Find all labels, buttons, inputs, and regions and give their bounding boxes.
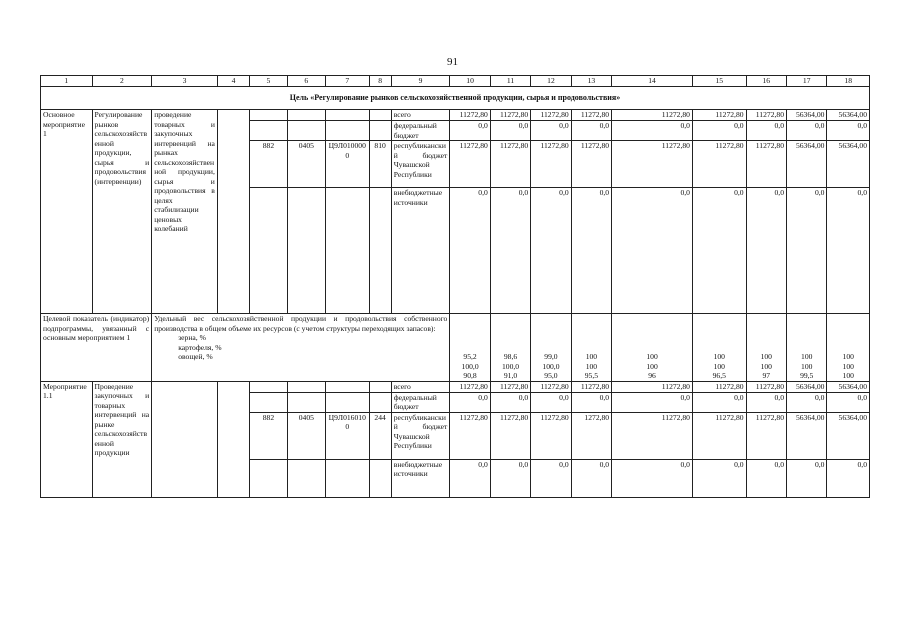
block1-value: 0,0	[746, 121, 786, 141]
indicator-value: 100,0	[461, 361, 479, 371]
block2-vr	[369, 392, 391, 412]
indicator-value-col	[571, 314, 611, 382]
block2-value: 0,0	[571, 392, 611, 412]
block1-csr	[326, 188, 369, 314]
block1-value: 11272,80	[531, 110, 571, 121]
block2-csr: Ц9Л0160100	[326, 412, 369, 459]
block2-grbs	[250, 392, 287, 412]
block1-vr	[369, 188, 391, 314]
block1-grbs	[250, 121, 287, 141]
block1-vr	[369, 121, 391, 141]
block1-value: 56364,00	[787, 141, 827, 188]
block1-event-title: Регулирование рынков сельскохозяйственной продукции, сырья и продовольствия (интервенции)	[92, 110, 152, 314]
indicator-value-col	[787, 314, 827, 382]
column-number-13: 13	[571, 76, 611, 87]
block1-value: 0,0	[827, 121, 870, 141]
block2-grbs	[250, 459, 287, 497]
block2-value: 11272,80	[531, 412, 571, 459]
column-number-7: 7	[326, 76, 369, 87]
block2-value: 11272,80	[450, 412, 490, 459]
indicator-value: 95,2	[463, 352, 477, 361]
block2-value: 11272,80	[612, 412, 693, 459]
block1-grbs	[250, 110, 287, 121]
block1-value: 11272,80	[490, 110, 530, 121]
block2-value: 11272,80	[571, 381, 611, 392]
indicator-text: Удельный вес сельскохозяйственной продукции и продовольствия собственного производства в общем объеме их ресурсов (с учетом структуры переходящих запасов):	[154, 314, 448, 333]
indicator-value: 100	[760, 361, 772, 371]
block1-value: 0,0	[692, 188, 746, 314]
block2-value: 11272,80	[746, 381, 786, 392]
block2-funding-source: внебюджетные источники	[391, 459, 450, 497]
block1-funding-source: республиканский бюджет Чувашской Республики	[391, 141, 450, 188]
block1-rz	[287, 188, 325, 314]
block2-value: 0,0	[490, 392, 530, 412]
block1-value: 0,0	[490, 188, 530, 314]
column-number-6: 6	[287, 76, 325, 87]
column-number-18: 18	[827, 76, 870, 87]
block2-value: 11272,80	[490, 381, 530, 392]
block2-value: 1272,80	[571, 412, 611, 459]
block2-value: 11272,80	[531, 381, 571, 392]
indicator-item-name: картофеля, %	[178, 342, 222, 352]
indicator-value: 96,5	[712, 371, 726, 380]
block1-event-name: Основное мероприятие 1	[41, 110, 93, 314]
page-number: 91	[447, 56, 458, 68]
column-number-10: 10	[450, 76, 490, 87]
block2-row	[41, 381, 870, 392]
block2-value: 0,0	[612, 459, 693, 497]
indicator-value: 96	[648, 371, 656, 380]
block2-vr: 244	[369, 412, 391, 459]
block1-vr: 810	[369, 141, 391, 188]
block2-csr	[326, 392, 369, 412]
column-number-11: 11	[490, 76, 530, 87]
block2-value: 0,0	[450, 459, 490, 497]
block2-grbs: 882	[250, 412, 287, 459]
indicator-value: 99,5	[800, 371, 814, 380]
indicator-label: Целевой показатель (индикатор) подпрограммы, увязанный с основным мероприятием 1	[41, 314, 152, 382]
block2-funding-source: федеральный бюджет	[391, 392, 450, 412]
indicator-value: 100	[646, 352, 658, 361]
block2-rz: 0405	[287, 412, 325, 459]
block2-value: 0,0	[746, 392, 786, 412]
block1-value: 11272,80	[450, 141, 490, 188]
block1-value: 11272,80	[612, 110, 693, 121]
block1-value: 56364,00	[827, 110, 870, 121]
block2-value: 56364,00	[827, 412, 870, 459]
block1-rz	[287, 121, 325, 141]
block1-funding-source: федеральный бюджет	[391, 121, 450, 141]
block1-value: 0,0	[450, 188, 490, 314]
indicator-value: 100	[842, 371, 854, 380]
block1-event-description: проведение товарных и закупочных интервенций на рынках сельскохозяйственной продукции, сырья и продовольствия в целях стабилизации ценовых колебаний	[152, 110, 218, 314]
block1-csr	[326, 121, 369, 141]
block2-funding-source: республиканский бюджет Чувашской Республики	[391, 412, 450, 459]
block2-value: 56364,00	[787, 412, 827, 459]
block1-value: 11272,80	[490, 141, 530, 188]
indicator-value: 100	[646, 361, 658, 371]
block1-funding-source: всего	[391, 110, 450, 121]
indicator-value: 100	[713, 352, 725, 361]
block1-csr	[326, 110, 369, 121]
column-number-3: 3	[152, 76, 218, 87]
block1-value: 0,0	[490, 121, 530, 141]
indicator-value: 100,0	[542, 361, 560, 371]
block1-value: 0,0	[746, 188, 786, 314]
indicator-value: 91,0	[503, 371, 518, 380]
block1-value: 0,0	[612, 121, 693, 141]
block1-rz: 0405	[287, 141, 325, 188]
indicator-value-col	[746, 314, 786, 382]
column-number-row	[41, 76, 870, 87]
block1-rz	[287, 110, 325, 121]
block1-value: 0,0	[787, 121, 827, 141]
indicator-value: 100	[585, 352, 598, 361]
block1-value: 0,0	[450, 121, 490, 141]
block2-rz	[287, 392, 325, 412]
indicator-value: 90,8	[463, 371, 477, 380]
block2-rz	[287, 459, 325, 497]
block1-value: 11272,80	[531, 141, 571, 188]
block1-value: 0,0	[692, 121, 746, 141]
indicator-row	[41, 314, 870, 382]
block2-value: 0,0	[827, 392, 870, 412]
block1-value: 56364,00	[787, 110, 827, 121]
block1-vr	[369, 110, 391, 121]
block2-value: 0,0	[746, 459, 786, 497]
indicator-value: 100,0	[501, 361, 520, 371]
block1-value: 0,0	[787, 188, 827, 314]
block1-value: 11272,80	[571, 110, 611, 121]
indicator-value-col	[827, 314, 870, 382]
indicator-value: 100	[760, 352, 772, 361]
indicator-value: 100	[801, 361, 813, 371]
column-number-8: 8	[369, 76, 391, 87]
column-number-4: 4	[217, 76, 249, 87]
column-number-9: 9	[391, 76, 450, 87]
column-number-14: 14	[612, 76, 693, 87]
block1-grbs: 882	[250, 141, 287, 188]
indicator-value-col	[450, 314, 490, 382]
block2-value: 0,0	[787, 392, 827, 412]
indicator-value: 99,0	[544, 352, 558, 361]
block1-value: 56364,00	[827, 141, 870, 188]
block2-csr	[326, 381, 369, 392]
block1-value: 0,0	[612, 188, 693, 314]
indicator-value-col	[612, 314, 693, 382]
block1-executor	[217, 110, 249, 314]
block2-value: 0,0	[490, 459, 530, 497]
block1-value: 11272,80	[450, 110, 490, 121]
indicator-value: 100	[801, 352, 813, 361]
block2-event-name: Мероприятие 1.1	[41, 381, 93, 497]
block1-value: 0,0	[827, 188, 870, 314]
block2-value: 0,0	[692, 459, 746, 497]
goal-title: Цель «Регулирование рынков сельскохозяйственной продукции, сырья и продовольствия»	[41, 87, 870, 110]
indicator-value: 95,5	[584, 371, 599, 380]
column-number-16: 16	[746, 76, 786, 87]
block2-vr	[369, 381, 391, 392]
block1-csr: Ц9Л0100000	[326, 141, 369, 188]
block2-event-description	[152, 381, 218, 497]
block2-value: 56364,00	[787, 381, 827, 392]
block2-csr	[326, 459, 369, 497]
block2-value: 0,0	[612, 392, 693, 412]
indicator-value: 97	[762, 371, 771, 380]
goal-title-row	[41, 87, 870, 110]
column-number-17: 17	[787, 76, 827, 87]
column-number-5: 5	[250, 76, 287, 87]
column-number-1: 1	[41, 76, 93, 87]
block2-value: 0,0	[450, 392, 490, 412]
column-number-2: 2	[92, 76, 152, 87]
block2-value: 11272,80	[490, 412, 530, 459]
indicator-value: 98,6	[503, 352, 518, 361]
indicator-description	[152, 314, 450, 382]
block2-value: 0,0	[531, 392, 571, 412]
block2-value: 0,0	[571, 459, 611, 497]
indicator-value-col	[692, 314, 746, 382]
block1-value: 11272,80	[746, 110, 786, 121]
block2-value: 11272,80	[612, 381, 693, 392]
block2-value: 11272,80	[746, 412, 786, 459]
block1-value: 0,0	[531, 188, 571, 314]
block1-funding-source: внебюджетные источники	[391, 188, 450, 314]
indicator-value: 100	[842, 352, 854, 361]
block2-executor	[217, 381, 249, 497]
block2-vr	[369, 459, 391, 497]
block1-row	[41, 110, 870, 121]
indicator-value-col	[490, 314, 530, 382]
column-number-12: 12	[531, 76, 571, 87]
block2-value: 0,0	[692, 392, 746, 412]
block1-value: 11272,80	[571, 141, 611, 188]
block2-value: 11272,80	[450, 381, 490, 392]
indicator-item-name: зерна, %	[178, 333, 206, 342]
block1-value: 11272,80	[612, 141, 693, 188]
block1-value: 0,0	[571, 121, 611, 141]
block1-grbs	[250, 188, 287, 314]
block2-value: 0,0	[531, 459, 571, 497]
indicator-value-col	[531, 314, 571, 382]
block2-rz	[287, 381, 325, 392]
block2-grbs	[250, 381, 287, 392]
block2-funding-source: всего	[391, 381, 450, 392]
block2-value: 11272,80	[692, 412, 746, 459]
program-table	[40, 75, 870, 498]
column-number-15: 15	[692, 76, 746, 87]
indicator-value: 100	[842, 361, 854, 371]
block1-value: 11272,80	[746, 141, 786, 188]
indicator-item-name: овощей, %	[178, 352, 213, 361]
block2-event-title: Проведение закупочных и товарных интервенций на рынке сельскохозяйственной продукции	[92, 381, 152, 497]
block1-value: 0,0	[531, 121, 571, 141]
indicator-value: 95,0	[544, 371, 558, 380]
block2-value: 0,0	[827, 459, 870, 497]
indicator-value: 100	[713, 361, 725, 371]
block2-value: 56364,00	[827, 381, 870, 392]
block1-value: 11272,80	[692, 141, 746, 188]
indicator-value: 100	[585, 361, 598, 371]
block2-value: 0,0	[787, 459, 827, 497]
block2-value: 11272,80	[692, 381, 746, 392]
block1-value: 0,0	[571, 188, 611, 314]
block1-value: 11272,80	[692, 110, 746, 121]
